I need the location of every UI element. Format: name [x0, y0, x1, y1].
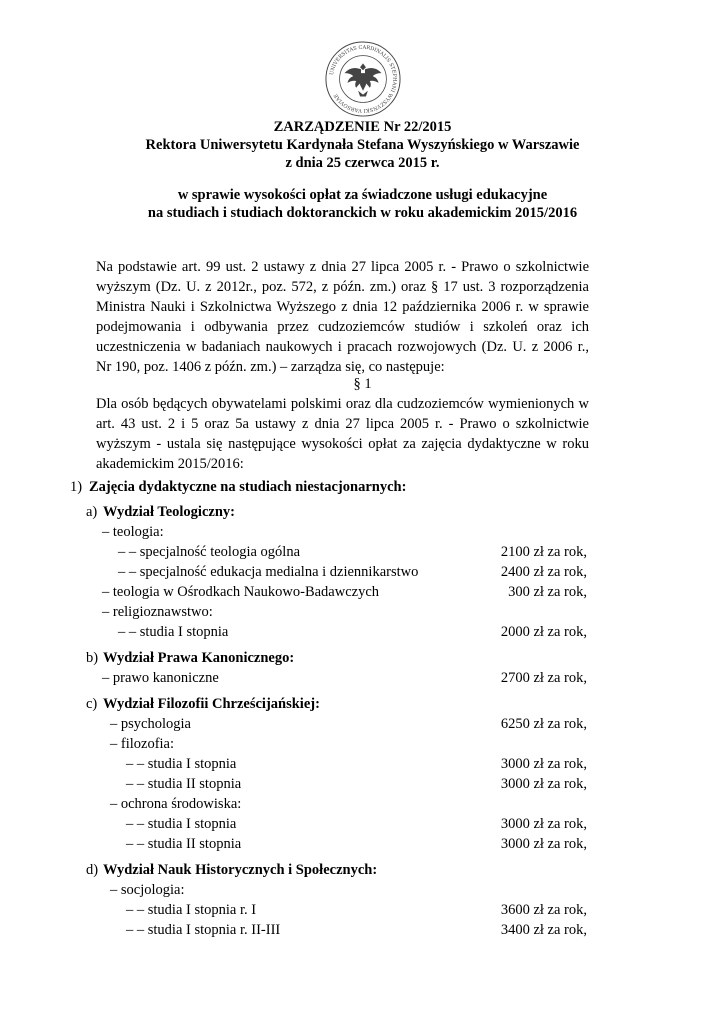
- faculty-title-text: Wydział Nauk Historycznych i Społecznych:: [103, 862, 378, 878]
- date-line: z dnia 25 czerwca 2015 r.: [285, 155, 440, 171]
- document-subject: [0, 186, 725, 222]
- specialization-item: – – specjalność teologia ogólna: [118, 544, 301, 560]
- program-item: – teologia:: [102, 524, 164, 540]
- list-item-title: [89, 477, 406, 497]
- faculty-label: a): [86, 504, 98, 520]
- subject-line-2: na studiach i studiach doktoranckich w roku akademickim 2015/2016: [147, 205, 578, 221]
- section-body-text: Dla osób będących obywatelami polskimi oraz dla cudzoziemców wymienionych w art. 43 ust. 2 i 5 oraz 5a ustawy z dnia 27 lipca 2005 r. - Prawo o szkolnictwie wyższym - ustala się następujące wysokości opłat za zajęcia dydaktyczne w roku akademickim 2015/2016:: [96, 396, 589, 472]
- fee-value: 2400 zł za rok,: [500, 564, 587, 580]
- faculty-title: [103, 860, 377, 880]
- university-seal-icon: [324, 40, 402, 118]
- fee-value: 3000 zł za rok,: [500, 816, 587, 832]
- eagle-icon: [344, 63, 381, 96]
- study-level-item: – – studia I stopnia: [118, 624, 229, 640]
- faculty-title: [103, 648, 294, 668]
- fee-value: 2000 zł za rok,: [500, 624, 587, 640]
- fee-value: 3000 zł za rok,: [500, 776, 587, 792]
- fee-value: 6250 zł za rok,: [500, 716, 587, 732]
- list-item-title-text: Zajęcia dydaktyczne na studiach niestacjonarnych:: [89, 479, 407, 495]
- fee-value: 2700 zł za rok,: [500, 670, 587, 686]
- issuer-line: Rektora Uniwersytetu Kardynała Stefana Wyszyńskiego w Warszawie: [145, 137, 580, 153]
- seal-ring-text: UNIVERSITAS CARDINALIS STEPHANI WYSZYŃSKI VARSOVIAE: [329, 44, 398, 114]
- preamble: [96, 257, 589, 377]
- faculty-label: c): [86, 696, 98, 712]
- faculty-label: d): [86, 862, 99, 878]
- fee-value: 300 zł za rok,: [508, 584, 587, 600]
- subject-line-1: w sprawie wysokości opłat za świadczone usługi edukacyjne: [177, 187, 548, 203]
- preamble-text: Na podstawie art. 99 ust. 2 ustawy z dnia 27 lipca 2005 r. - Prawo o szkolnictwie wyższym (Dz. U. z 2012r., poz. 572, z późn. zm.) oraz § 17 ust. 3 rozporządzenia Ministra Nauki i Szkolnictwa Wyższego z dnia 12 października 2006 r. w sprawie podejmowania i odbywania przez cudzoziemców studiów i szkoleń oraz ich uczestniczenia w badaniach naukowych i pracach rozwojowych (Dz. U. z 2006 r., Nr 190, poz. 1406 z późn. zm.) – zarządza się, co następuje:: [96, 259, 589, 375]
- faculty-title: [103, 694, 320, 714]
- list-item-number: 1): [70, 479, 83, 495]
- fee-value: 3000 zł za rok,: [500, 836, 587, 852]
- section-sign: § 1: [353, 376, 372, 392]
- study-level-item: – – studia II stopnia: [126, 776, 242, 792]
- program-item: – prawo kanoniczne: [102, 670, 219, 686]
- program-item: – filozofia:: [110, 736, 175, 752]
- study-level-item: – – studia I stopnia: [126, 756, 237, 772]
- fee-value: 3000 zł za rok,: [500, 756, 587, 772]
- study-level-item: – – studia I stopnia r. I: [126, 902, 257, 918]
- fee-value: 2100 zł za rok,: [500, 544, 587, 560]
- fee-value: 3600 zł za rok,: [500, 902, 587, 918]
- faculty-title-text: Wydział Prawa Kanonicznego:: [103, 650, 295, 666]
- document-title: ZARZĄDZENIE Nr 22/2015: [273, 119, 452, 135]
- program-item: – teologia w Ośrodkach Naukowo-Badawczych: [102, 584, 380, 600]
- specialization-item: – – specjalność edukacja medialna i dziennikarstwo: [118, 564, 419, 580]
- study-level-item: – – studia I stopnia: [126, 816, 237, 832]
- study-level-item: – – studia I stopnia r. II-III: [126, 922, 281, 938]
- study-level-item: – – studia II stopnia: [126, 836, 242, 852]
- program-item: – ochrona środowiska:: [110, 796, 242, 812]
- faculty-title: [103, 502, 235, 522]
- program-item: – psychologia: [110, 716, 191, 732]
- section-body: [96, 394, 589, 474]
- program-item: – socjologia:: [110, 882, 185, 898]
- document-header: [0, 118, 725, 172]
- fee-value: 3400 zł za rok,: [500, 922, 587, 938]
- faculty-label: b): [86, 650, 99, 666]
- program-item: – religioznawstwo:: [102, 604, 213, 620]
- faculty-title-text: Wydział Filozofii Chrześcijańskiej:: [103, 696, 320, 712]
- faculty-title-text: Wydział Teologiczny:: [103, 504, 235, 520]
